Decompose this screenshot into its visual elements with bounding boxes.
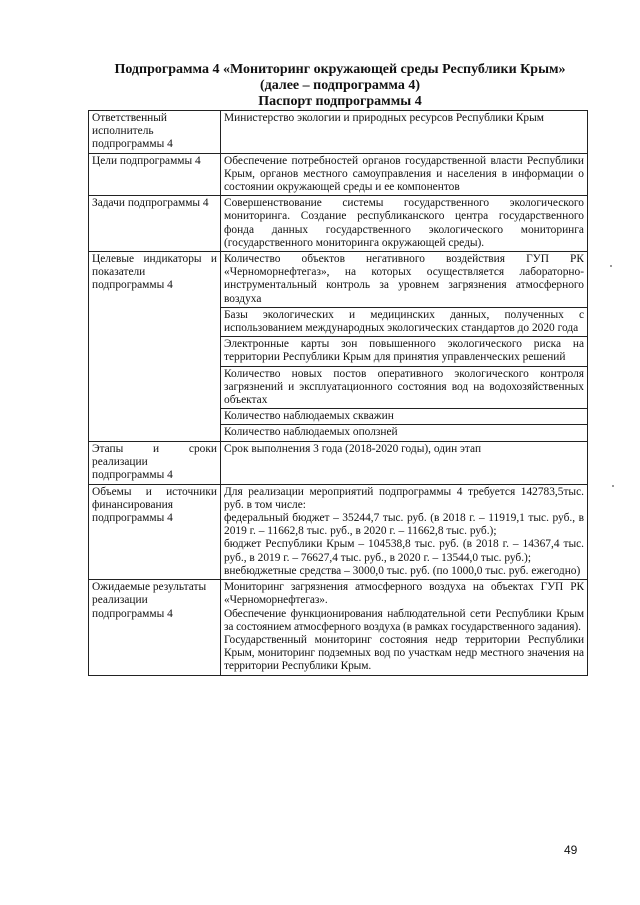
results-label: Ожидаемые результаты реализации подпрограммы 4	[89, 580, 221, 675]
results-item: Государственный мониторинг состояния недр территории Республики Крым, мониторинг подземных вод по участкам недр местного значения на территории Республики Крым.	[224, 633, 584, 673]
results-item: Обеспечение функционирования наблюдательной сети Республики Крым за состоянием атмосферного воздуха (в рамках государственного задания).	[224, 607, 584, 633]
indicators-label: Целевые индикаторы и показатели подпрограммы 4	[89, 252, 221, 442]
scan-speck	[612, 485, 614, 487]
results-value	[221, 580, 588, 675]
indicator-item: Базы экологических и медицинских данных, полученных с использованием международных экологических стандартов до 2020 года	[221, 307, 588, 336]
indicator-item: Электронные карты зон повышенного экологического риска на территории Республики Крым для принятия управленческих решений	[221, 337, 588, 366]
passport-table	[88, 110, 588, 676]
funding-regional: бюджет Республики Крым – 104538,8 тыс. руб. (в 2018 г. – 14367,4 тыс. руб., в 2019 г. – 76627,4 тыс. руб., в 2020 г. – 13544,0 тыс. руб.);	[224, 538, 584, 564]
table-row	[89, 484, 588, 579]
funding-label: Объемы и источники финансирования подпрограммы 4	[89, 484, 221, 579]
indicator-item: Количество новых постов оперативного экологического контроля загрязнений и эксплуатационного состояния вод на водохозяйственных объектах	[221, 366, 588, 409]
table-row	[89, 111, 588, 154]
page-number: 49	[564, 843, 578, 857]
indicator-item: Количество наблюдаемых оползней	[221, 425, 588, 441]
scan-speck	[610, 265, 612, 267]
stages-label: Этапы и сроки реализации подпрограммы 4	[89, 441, 221, 484]
funding-federal: федеральный бюджет – 35244,7 тыс. руб. (в 2018 г. – 11919,1 тыс. руб., в 2019 г. – 11662,8 тыс. руб., в 2020 г. – 11662,8 тыс. руб.);	[224, 512, 584, 538]
table-row	[89, 196, 588, 252]
executor-label: Ответственный исполнитель подпрограммы 4	[89, 111, 221, 154]
funding-extra: внебюджетные средства – 3000,0 тыс. руб. (по 1000,0 тыс. руб. ежегодно)	[224, 564, 581, 577]
stages-value: Срок выполнения 3 года (2018-2020 годы), один этап	[221, 441, 588, 484]
goals-value: Обеспечение потребностей органов государственной власти Республики Крым, органов местного самоуправления и населения в информации о состоянии окружающей среды и ее компонентов	[221, 153, 588, 196]
funding-intro: Для реализации мероприятий подпрограммы 4 требуется 142783,5тыс. руб. в том числе:	[224, 485, 584, 511]
funding-value	[221, 484, 588, 579]
tasks-value: Совершенствование системы государственного экологического мониторинга. Создание республиканского центра государственного фонда данных государственного экологического мониторинга (государственного мониторинга окружающей среды).	[221, 196, 588, 252]
table-row	[89, 580, 588, 675]
results-item: Мониторинг загрязнения атмосферного воздуха на объектах ГУП РК «Черноморнефтегаз».	[224, 581, 584, 607]
indicator-item: Количество объектов негативного воздействия ГУП РК «Черноморнефтегаз», на которых осуществляется лабораторно-инструментальный контроль за уровнем загрязнения атмосферного воздуха	[221, 252, 588, 308]
table-row	[89, 153, 588, 196]
tasks-label: Задачи подпрограммы 4	[89, 196, 221, 252]
table-row	[89, 441, 588, 484]
page-title: Подпрограмма 4 «Мониторинг окружающей среды Республики Крым»	[114, 62, 566, 77]
table-row	[89, 252, 588, 308]
goals-label: Цели подпрограммы 4	[89, 153, 221, 196]
executor-value: Министерство экологии и природных ресурсов Республики Крым	[221, 111, 588, 154]
page-subtitle: (далее – подпрограмма 4)	[259, 78, 421, 93]
indicator-item: Количество наблюдаемых скважин	[221, 409, 588, 425]
passport-heading: Паспорт подпрограммы 4	[258, 94, 422, 109]
